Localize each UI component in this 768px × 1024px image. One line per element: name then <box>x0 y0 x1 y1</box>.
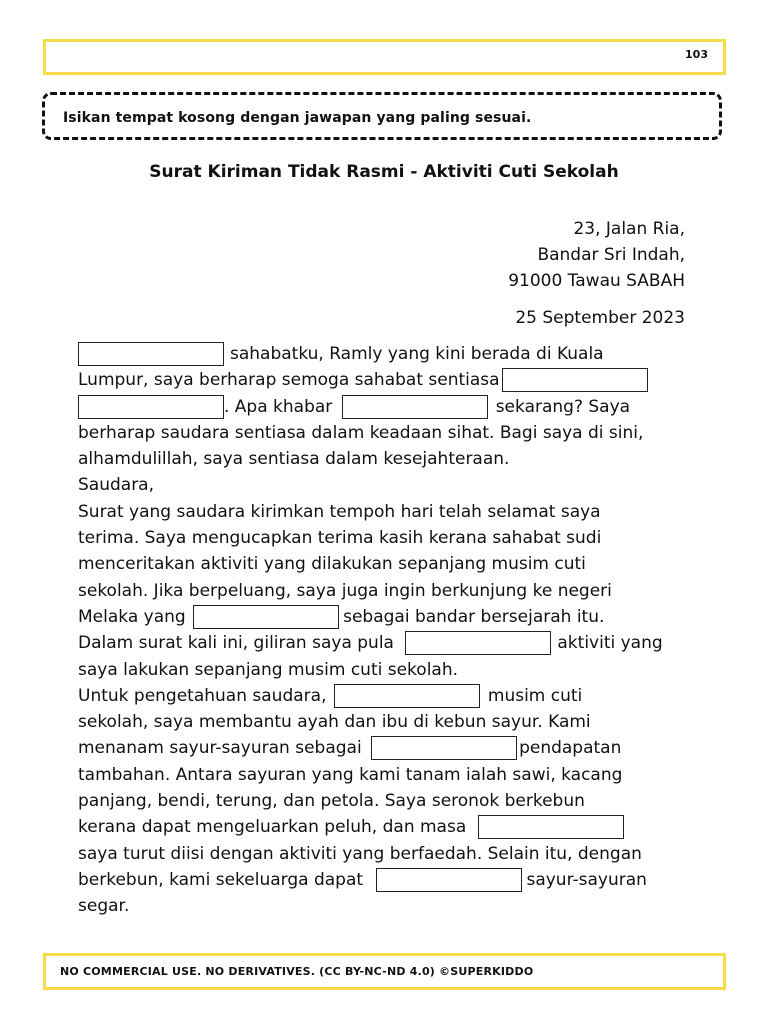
answer-blank-1[interactable] <box>78 342 224 366</box>
answer-blank-10[interactable] <box>376 868 522 892</box>
letter-line <box>78 341 698 367</box>
answer-blank-2[interactable] <box>502 368 648 392</box>
address-line-3: 91000 Tawau SABAH <box>508 271 685 291</box>
footer-bar <box>43 953 726 990</box>
page-number: 103 <box>685 48 708 61</box>
letter-line: terima. Saya mengucapkan terima kasih kerana sahabat sudi <box>78 528 602 549</box>
answer-blank-8[interactable] <box>371 736 517 760</box>
answer-blank-3[interactable] <box>78 395 224 419</box>
letter-line: berharap saudara sentiasa dalam keadaan sihat. Bagi saya di sini, <box>78 422 644 443</box>
letter-date: 25 September 2023 <box>515 308 685 328</box>
answer-blank-4[interactable] <box>342 395 488 419</box>
letter-line <box>78 683 698 709</box>
text-segment: menanam sayur-sayuran sebagai <box>78 738 362 759</box>
instruction-text: Isikan tempat kosong dengan jawapan yang paling sesuai. <box>63 110 532 126</box>
header-bar <box>43 39 726 75</box>
letter-title: Surat Kiriman Tidak Rasmi - Aktiviti Cuti Sekolah <box>149 162 619 182</box>
answer-blank-5[interactable] <box>193 605 339 629</box>
text-segment: aktiviti yang <box>557 633 663 654</box>
letter-line: sekolah. Jika berpeluang, saya juga ingin berkunjung ke negeri <box>78 580 612 601</box>
text-segment: Untuk pengetahuan saudara, <box>78 685 327 706</box>
text-segment: musim cuti <box>487 685 583 706</box>
letter-line <box>78 630 698 656</box>
letter-line: alhamdulillah, saya sentiasa dalam kesejahteraan. <box>78 449 510 470</box>
answer-blank-9[interactable] <box>478 815 624 839</box>
letter-line: menceritakan aktiviti yang dilakukan sepanjang musim cuti <box>78 554 586 575</box>
letter-line <box>78 367 698 393</box>
letter-line: saya turut diisi dengan aktiviti yang berfaedah. Selain itu, dengan <box>78 843 642 864</box>
sender-address <box>508 216 685 294</box>
text-segment: kerana dapat mengeluarkan peluh, dan masa <box>78 817 467 838</box>
address-line-1: 23, Jalan Ria, <box>573 219 685 239</box>
answer-blank-6[interactable] <box>405 631 551 655</box>
instruction-box <box>42 92 722 140</box>
letter-line <box>78 814 698 840</box>
text-segment: sayur-sayuran <box>526 869 647 890</box>
license-notice: NO COMMERCIAL USE. NO DERIVATIVES. (CC BY-NC-ND 4.0) ©SUPERKIDDO <box>60 965 534 978</box>
text-segment: sekarang? Saya <box>495 396 631 417</box>
text-segment: Lumpur, saya berharap semoga sahabat sentiasa <box>78 370 500 391</box>
letter-line <box>78 735 698 761</box>
text-segment: pendapatan <box>519 738 622 759</box>
letter-line: Surat yang saudara kirimkan tempoh hari telah selamat saya <box>78 501 601 522</box>
letter-line: saya lakukan sepanjang musim cuti sekolah. <box>78 659 459 680</box>
address-line-2: Bandar Sri Indah, <box>537 245 685 265</box>
text-segment: Melaka yang <box>78 606 186 627</box>
answer-blank-7[interactable] <box>334 684 480 708</box>
letter-line: segar. <box>78 896 130 917</box>
letter-line <box>78 604 698 630</box>
letter-line: Saudara, <box>78 475 155 496</box>
text-segment: berkebun, kami sekeluarga dapat <box>78 869 364 890</box>
text-segment: Dalam surat kali ini, giliran saya pula <box>78 633 394 654</box>
letter-line <box>78 867 698 893</box>
letter-line: tambahan. Antara sayuran yang kami tanam ialah sawi, kacang <box>78 764 623 785</box>
letter-body <box>78 341 698 920</box>
text-segment: sebagai bandar bersejarah itu. <box>343 606 605 627</box>
text-segment: sahabatku, Ramly yang kini berada di Kuala <box>230 344 604 364</box>
letter-line: panjang, bendi, terung, dan petola. Saya seronok berkebun <box>78 791 585 812</box>
letter-line: sekolah, saya membantu ayah dan ibu di kebun sayur. Kami <box>78 712 591 733</box>
letter-line <box>78 394 698 420</box>
text-segment: . Apa khabar <box>224 396 333 417</box>
